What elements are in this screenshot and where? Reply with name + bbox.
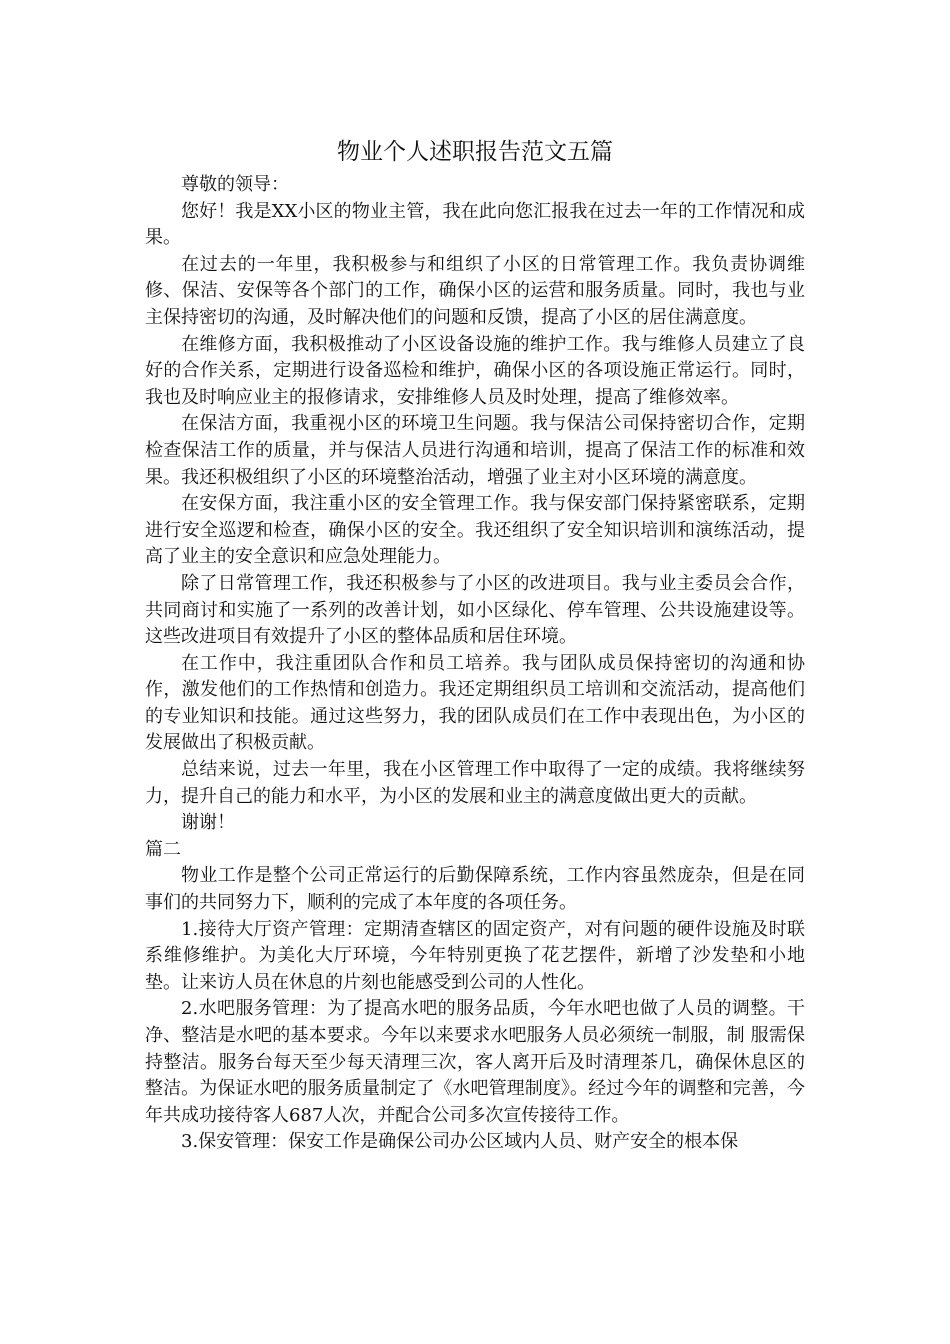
paragraph: 在安保方面，我注重小区的安全管理工作。我与保安部门保持紧密联系，定期进行安全巡逻和检查，确保小区的安全。我还组织了安全知识培训和演练活动，提高了业主的安全意识和应急处理能力。 (145, 493, 805, 568)
paragraph: 在保洁方面，我重视小区的环境卫生问题。我与保洁公司保持密切合作，定期检查保洁工作的质量，并与保洁人员进行沟通和培训，提高了保洁工作的标准和效果。我还积极组织了小区的环境整治活动，增强了业主对小区环境的满意度。 (145, 413, 805, 488)
closing: 谢谢！ (181, 812, 235, 834)
paragraph: 您好！我是XX小区的物业主管，我在此向您汇报我在过去一年的工作情况和成果。 (145, 200, 805, 249)
paragraph: 3.保安管理：保安工作是确保公司办公区域内人员、财产安全的根本保 (181, 1131, 739, 1153)
salutation: 尊敬的领导： (181, 174, 289, 195)
paragraph: 物业工作是整个公司正常运行的后勤保障系统，工作内容虽然庞杂，但是在同事们的共同努力下，顺利的完成了本年度的各项任务。 (145, 865, 805, 914)
paragraph: 在过去的一年里，我积极参与和组织了小区的日常管理工作。我负责协调维修、保洁、安保等各个部门的工作，确保小区的运营和服务质量。同时，我也与业主保持密切的沟通，及时解决他们的问题和反馈，提高了小区的居住满意度。 (145, 253, 805, 328)
paragraph: 总结来说，过去一年里，我在小区管理工作中取得了一定的成绩。我将继续努力，提升自己的能力和水平，为小区的发展和业主的满意度做出更大的贡献。 (145, 759, 805, 807)
paragraph: 1.接待大厅资产管理：定期清查辖区的固定资产，对有问题的硬件设施及时联系维修维护。为美化大厅环境，今年特别更换了花艺摆件，新增了沙发垫和小地垫。让来访人员在休息的片刻也能感受到公司的人性化。 (145, 918, 805, 993)
paragraph: 在工作中，我注重团队合作和员工培养。我与团队成员保持密切的沟通和协作，激发他们的工作热情和创造力。我还定期组织员工培训和交流活动，提高他们的专业知识和技能。通过这些努力，我的团队成员们在工作中表现出色，为小区的发展做出了积极贡献。 (145, 652, 805, 754)
paragraph: 2.水吧服务管理：为了提高水吧的服务品质，今年水吧也做了人员的调整。干净、整洁是水吧的基本要求。今年以来要求水吧服务人员必须统一制服，制 服需保持整洁。服务台每天至少每天清理三次，客人离开后及时清理茶几，确保休息区的整洁。为保证水吧的服务质量制定了《水吧管理制度》。经过今年的调整和完善，今年共成功接待客人687人次，并配合公司多次宣传接待工作。 (145, 998, 805, 1126)
paragraph: 在维修方面，我积极推动了小区设备设施的维护工作。我与维修人员建立了良好的合作关系，定期进行设备巡检和维护，确保小区的各项设施正常运行。同时，我也及时响应业主的报修请求，安排维修人员及时处理，提高了维修效率。 (145, 333, 805, 408)
section-heading: 篇二 (145, 838, 181, 860)
document-body (145, 136, 805, 1156)
paragraph: 除了日常管理工作，我还积极参与了小区的改进项目。我与业主委员会合作，共同商讨和实施了一系列的改善计划，如小区绿化、停车管理、公共设施建设等。这些改进项目有效提升了小区的整体品质和居住环境。 (145, 572, 805, 648)
document-title: 物业个人述职报告范文五篇 (337, 139, 613, 165)
